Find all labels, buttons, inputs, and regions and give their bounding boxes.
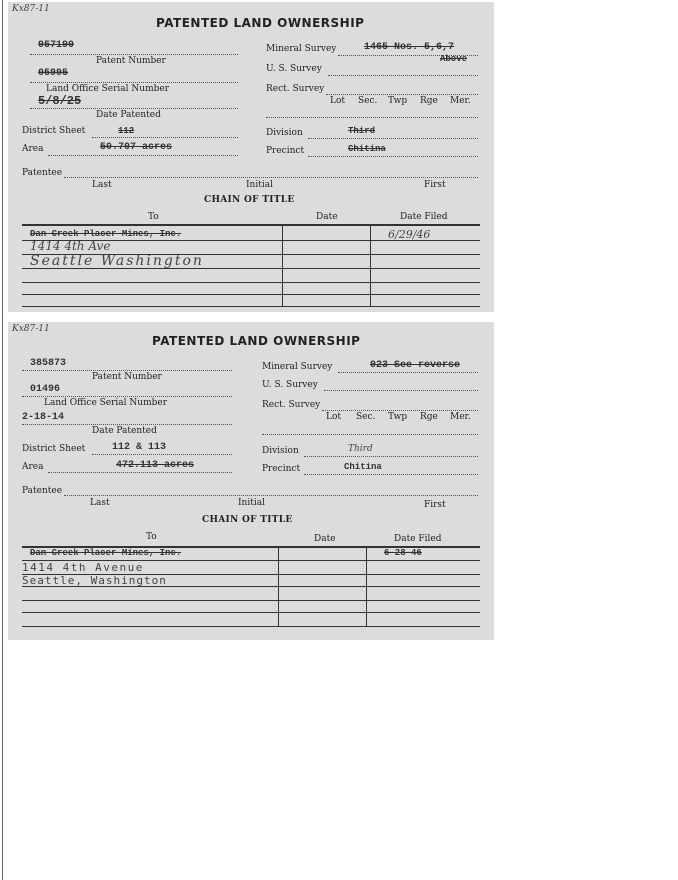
name-col-first: First bbox=[424, 180, 446, 190]
land-office-serial-value: 01496 bbox=[30, 384, 61, 395]
area-value: 50.707 acres bbox=[100, 142, 173, 153]
precinct-value: Chitina bbox=[348, 144, 386, 154]
chain-row-1-to: Dan Creek Placer Mines, Inc. bbox=[30, 229, 182, 239]
patent-number-label: Patent Number bbox=[96, 56, 166, 66]
mineral-survey-label: Mineral Survey bbox=[262, 362, 333, 372]
name-col-last: Last bbox=[90, 498, 110, 508]
district-sheet-label: District Sheet bbox=[22, 126, 86, 136]
rect-col-sec: Sec. bbox=[358, 96, 378, 106]
district-sheet-value: 112 bbox=[118, 126, 135, 136]
patentee-label: Patentee bbox=[22, 486, 63, 496]
name-col-first: First bbox=[424, 500, 446, 510]
date-patented-label: Date Patented bbox=[92, 426, 157, 436]
rect-col-lot: Lot bbox=[330, 96, 346, 106]
division-value: Third bbox=[348, 126, 376, 136]
rect-col-mer: Mer. bbox=[450, 96, 471, 106]
rect-col-sec: Sec. bbox=[356, 412, 376, 422]
district-sheet-label: District Sheet bbox=[22, 444, 86, 454]
chain-row-1-filed: 6-28-46 bbox=[384, 548, 422, 558]
mineral-survey-value: 1465 Nos. 5,6,7 bbox=[364, 42, 455, 53]
patent-number-value: 385873 bbox=[30, 358, 67, 369]
ownership-card-2 bbox=[8, 322, 494, 640]
chain-row-1-filed: 6/29/46 bbox=[388, 228, 431, 241]
chain-header-to: To bbox=[146, 532, 157, 542]
chain-title: CHAIN OF TITLE bbox=[202, 515, 293, 525]
mineral-survey-label: Mineral Survey bbox=[266, 44, 337, 54]
corner-note: Kx87-11 bbox=[12, 4, 50, 14]
chain-header-date-filed: Date Filed bbox=[400, 212, 448, 222]
patentee-label: Patentee bbox=[22, 168, 63, 178]
patent-number-label: Patent Number bbox=[92, 372, 162, 382]
corner-note: Kx87-11 bbox=[12, 324, 50, 334]
land-office-serial-label: Land Office Serial Number bbox=[44, 398, 168, 408]
date-patented-value: 2-18-14 bbox=[22, 412, 65, 423]
name-col-last: Last bbox=[92, 180, 112, 190]
rect-col-rge: Rge bbox=[420, 412, 438, 422]
us-survey-label: U. S. Survey bbox=[266, 64, 322, 74]
rect-col-lot: Lot bbox=[326, 412, 342, 422]
chain-header-to: To bbox=[148, 212, 159, 222]
rect-col-mer: Mer. bbox=[450, 412, 471, 422]
us-survey-label: U. S. Survey bbox=[262, 380, 318, 390]
land-office-serial-label: Land Office Serial Number bbox=[46, 84, 170, 94]
chain-header-date-filed: Date Filed bbox=[394, 534, 442, 544]
rect-col-rge: Rge bbox=[420, 96, 438, 106]
chain-row-2-to: 1414 4th Ave bbox=[30, 239, 111, 253]
chain-row-1-to: Dan Creek Placer Mines, Inc. bbox=[30, 548, 182, 558]
patent-number-value: 957190 bbox=[38, 40, 75, 51]
area-value: 472.113 acres bbox=[116, 460, 195, 471]
chain-header-date: Date bbox=[316, 212, 338, 222]
rect-survey-label: Rect. Survey bbox=[262, 400, 321, 410]
mineral-survey-value: 923 See reverse bbox=[370, 360, 461, 371]
precinct-label: Precinct bbox=[266, 146, 305, 156]
name-col-initial: Initial bbox=[238, 498, 265, 508]
card-title: PATENTED LAND OWNERSHIP bbox=[156, 16, 365, 30]
rect-col-twp: Twp bbox=[388, 412, 408, 422]
page-left-edge-line bbox=[2, 0, 3, 880]
area-label: Area bbox=[22, 144, 44, 154]
land-office-serial-value: 05995 bbox=[38, 68, 69, 79]
district-sheet-value: 112 & 113 bbox=[112, 442, 167, 453]
card-title: PATENTED LAND OWNERSHIP bbox=[152, 334, 361, 348]
date-patented-value: 5/8/25 bbox=[38, 94, 82, 108]
name-col-initial: Initial bbox=[246, 180, 273, 190]
chain-row-3-to: Seattle, Washington bbox=[22, 574, 167, 587]
precinct-label: Precinct bbox=[262, 464, 301, 474]
chain-row-2-to: 1414 4th Avenue bbox=[22, 561, 144, 574]
rect-survey-label: Rect. Survey bbox=[266, 84, 325, 94]
mineral-survey-note: Above bbox=[440, 54, 468, 64]
division-value: Third bbox=[348, 444, 373, 454]
chain-header-date: Date bbox=[314, 534, 336, 544]
division-label: Division bbox=[262, 446, 299, 456]
chain-title: CHAIN OF TITLE bbox=[204, 195, 295, 205]
precinct-value: Chitina bbox=[344, 462, 382, 472]
date-patented-label: Date Patented bbox=[96, 110, 161, 120]
chain-row-3-to: Seattle Washington bbox=[30, 253, 204, 269]
division-label: Division bbox=[266, 128, 303, 138]
ownership-card-1 bbox=[8, 2, 494, 312]
area-label: Area bbox=[22, 462, 44, 472]
rect-col-twp: Twp bbox=[388, 96, 408, 106]
